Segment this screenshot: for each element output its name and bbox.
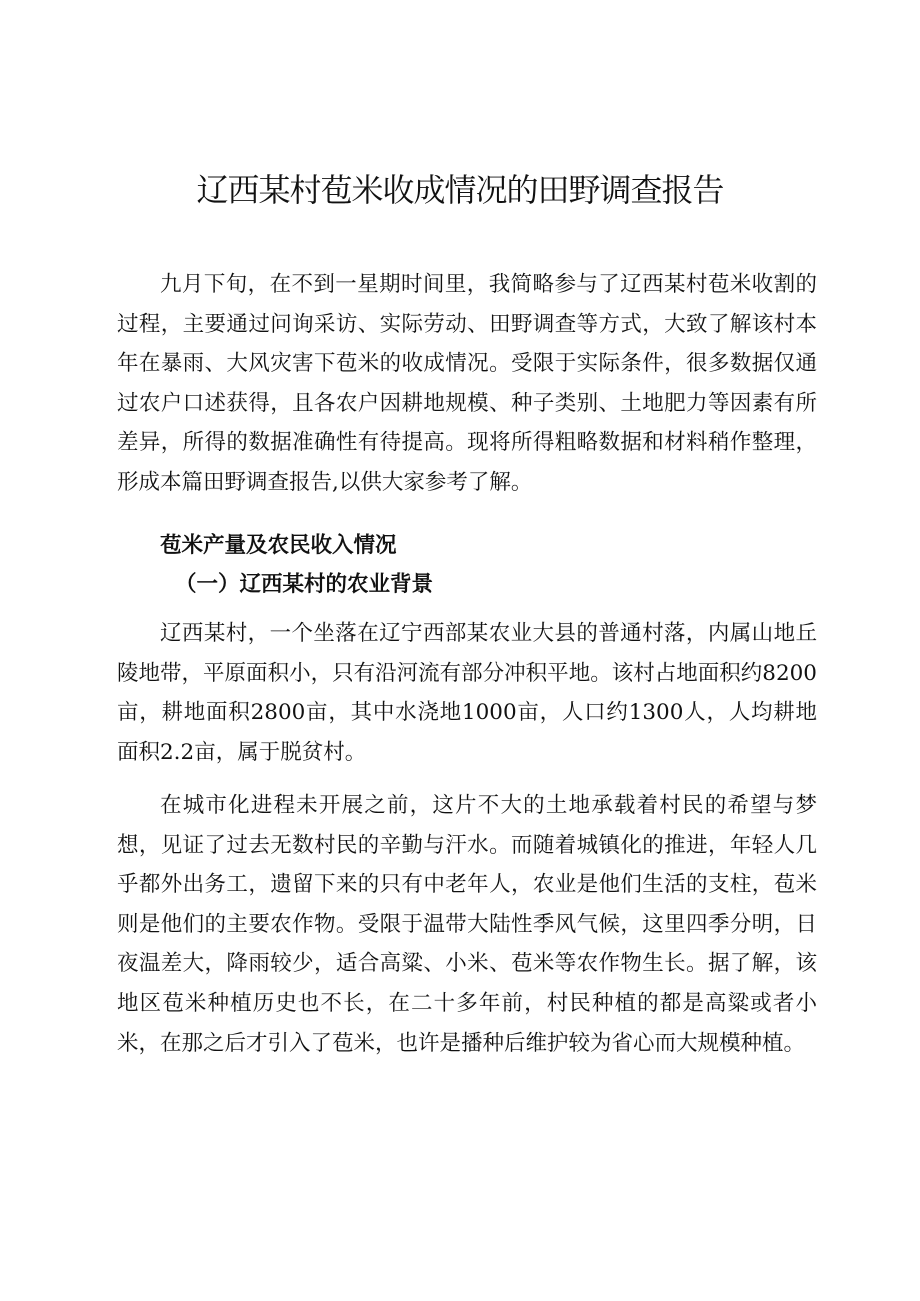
section-heading: 苞米产量及农民收入情况	[160, 533, 397, 558]
document-title: 辽西某村苞米收成情况的田野调查报告	[196, 171, 724, 209]
subsection-heading: （一）辽西某村的农业背景	[175, 572, 434, 597]
background-paragraph: 辽西某村，一个坐落在辽宁西部某农业大县的普通村落，内属山地丘陵地带，平原面积小，只有沿河流有部分冲积平地。该村占地面积约8200亩，耕地面积2800亩，其中水浇地1000亩，人口约1300人，人均耕地面积2.2亩，属于脱贫村。	[117, 621, 817, 765]
history-paragraph: 在城市化进程未开展之前，这片不大的土地承载着村民的希望与梦想，见证了过去无数村民的辛勤与汗水。而随着城镇化的推进，年轻人几乎都外出务工，遗留下来的只有中老年人，农业是他们生活的支柱，苞米则是他们的主要农作物。受限于温带大陆性季风气候，这里四季分明，日夜温差大，降雨较少，适合高粱、小米、苞米等农作物生长。据了解，该地区苞米种植历史也不长，在二十多年前，村民种植的都是高粱或者小米，在那之后才引入了苞米，也许是播种后维护较为省心而大规模种植。	[117, 793, 817, 1056]
intro-paragraph: 九月下旬，在不到一星期时间里，我简略参与了辽西某村苞米收割的过程，主要通过问询采访、实际劳动、田野调查等方式，大致了解该村本年在暴雨、大风灾害下苞米的收成情况。受限于实际条件，很多数据仅通过农户口述获得，且各农户因耕地规模、种子类别、土地肥力等因素有所差异，所得的数据准确性有待提高。现将所得粗略数据和材料稍作整理，形成本篇田野调查报告,以供大家参考了解。	[117, 272, 817, 495]
